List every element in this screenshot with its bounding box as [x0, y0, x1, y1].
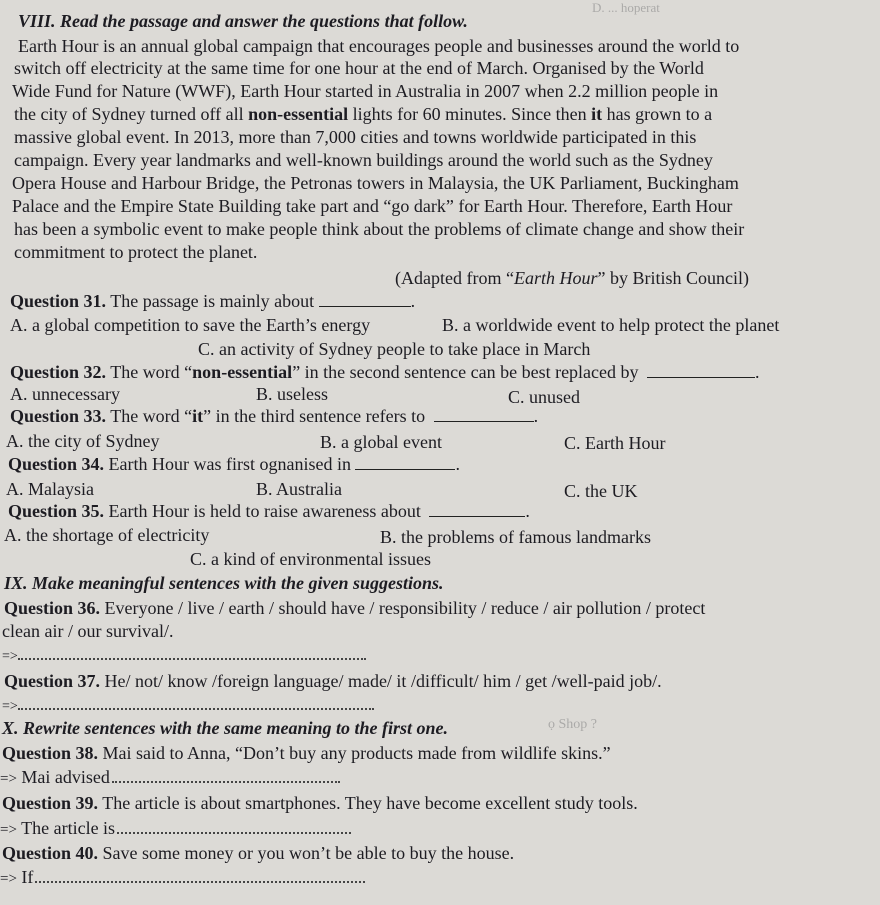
q40-arrow: =>: [0, 871, 17, 887]
passage-line-7: Opera House and Harbour Bridge, the Petronas towers in Malaysia, the UK Parliament, Buckingham: [12, 173, 739, 193]
q36-line-2: clean air / our survival/.: [2, 621, 174, 641]
q33-option-c[interactable]: C. Earth Hour: [564, 433, 666, 453]
q33-word: it: [192, 406, 204, 426]
q37-arrow: =>: [2, 699, 18, 714]
q31-text: The passage is mainly about: [110, 291, 315, 311]
question-31: [10, 290, 415, 312]
q40-text: Save some money or you won’t be able to buy the house.: [102, 843, 515, 863]
q38-answer-line[interactable]: [0, 766, 340, 790]
q34-period: .: [455, 454, 460, 474]
q34-answer-blank[interactable]: [355, 469, 455, 470]
question-35: [8, 500, 530, 522]
q34-option-c[interactable]: C. the UK: [564, 481, 638, 501]
section-9-heading: IX. Make meaningful sentences with the given suggestions.: [4, 573, 444, 593]
passage-line-9: has been a symbolic event to make people think about the problems of climate change and show their: [14, 219, 745, 239]
corner-text: D. ... hoperat: [592, 0, 660, 15]
q39-answer-prompt: The article is: [21, 818, 116, 838]
q37-label: Question 37.: [4, 671, 101, 691]
q40-answer-line[interactable]: [0, 866, 365, 890]
section-8-heading-text: VIII. Read the passage and answer the questions that follow.: [18, 11, 468, 31]
q32-option-b[interactable]: B. useless: [256, 384, 328, 404]
question-36: [4, 597, 705, 619]
question-33: [10, 405, 538, 427]
passage-line-4-part-1: the city of Sydney turned off all: [14, 104, 244, 124]
q34-label: Question 34.: [8, 454, 105, 474]
passage-line-8: Palace and the Empire State Building take part and “go dark” for Earth Hour. Therefore, Earth Hour: [12, 196, 733, 216]
q31-period: .: [410, 291, 416, 311]
source-prefix: (Adapted from “: [395, 268, 514, 288]
faded-background-text: ọ Shop ?: [548, 717, 597, 732]
question-38: [2, 742, 611, 764]
q33-option-a[interactable]: A. the city of Sydney: [6, 431, 160, 451]
q32-period: .: [755, 362, 760, 382]
q36-label: Question 36.: [4, 598, 101, 618]
q33-option-b[interactable]: B. a global event: [320, 432, 442, 452]
q36-answer-dots[interactable]: [18, 658, 366, 660]
q36-line-1: Everyone / live / earth / should have / responsibility / reduce / air pollution / protect: [104, 598, 706, 618]
q35-text: Earth Hour is held to raise awareness about: [108, 501, 421, 521]
q32-answer-blank[interactable]: [647, 377, 755, 378]
q38-arrow: =>: [0, 771, 17, 787]
q39-answer-line[interactable]: [0, 817, 351, 841]
q39-arrow: =>: [0, 822, 17, 838]
source-title: Earth Hour: [513, 268, 598, 288]
q40-answer-prompt: If: [21, 867, 34, 887]
q36-answer-line[interactable]: [2, 643, 366, 668]
q38-answer-dots[interactable]: [112, 781, 340, 783]
q31-answer-blank[interactable]: [319, 306, 411, 307]
q38-answer-prompt: Mai advised: [21, 767, 110, 787]
q38-label: Question 38.: [2, 743, 99, 763]
q35-option-b[interactable]: B. the problems of famous landmarks: [380, 527, 651, 547]
q31-option-a[interactable]: A. a global competition to save the Earth’s energy: [10, 315, 371, 335]
passage-word-non-essential: non-essential: [248, 104, 349, 124]
passage-line-5: massive global event. In 2013, more than 7,000 cities and towns worldwide participated in this: [14, 127, 697, 147]
q33-text-pre: The word “: [110, 406, 193, 426]
q33-label: Question 33.: [10, 406, 107, 426]
section-10-heading: X. Rewrite sentences with the same meaning to the first one.: [2, 718, 449, 738]
q31-label: Question 31.: [10, 291, 107, 311]
source-suffix: ” by British Council): [597, 268, 749, 288]
q32-option-a[interactable]: A. unnecessary: [10, 384, 120, 404]
passage-source: [395, 267, 749, 289]
q40-answer-dots[interactable]: [35, 881, 365, 883]
question-37: [4, 670, 662, 692]
q31-option-c[interactable]: C. an activity of Sydney people to take place in March: [198, 339, 591, 359]
q39-answer-dots[interactable]: [117, 832, 351, 834]
passage-line-4-part-3: has grown to a: [606, 104, 713, 124]
section-8-heading: [18, 10, 468, 32]
passage-line-4: [14, 103, 712, 125]
question-32: [10, 361, 760, 383]
q40-label: Question 40.: [2, 843, 99, 863]
q32-word: non-essential: [192, 362, 293, 382]
q39-text: The article is about smartphones. They have become excellent study tools.: [102, 793, 638, 813]
q33-period: .: [533, 406, 539, 426]
passage-line-4-part-2: lights for 60 minutes. Since then: [352, 104, 587, 124]
q35-answer-blank[interactable]: [429, 516, 525, 517]
q38-text: Mai said to Anna, “Don’t buy any products made from wildlife skins.”: [102, 743, 611, 763]
q33-text-post: ” in the third sentence refers to: [203, 406, 426, 426]
q34-option-a[interactable]: A. Malaysia: [6, 479, 94, 499]
question-40: [2, 842, 514, 864]
q37-text: He/ not/ know /foreign language/ made/ it /difficult/ him / get /well-paid job/.: [104, 671, 662, 691]
passage-line-10: commitment to protect the planet.: [14, 242, 258, 262]
q36-arrow: =>: [2, 649, 18, 664]
passage-line-3: Wide Fund for Nature (WWF), Earth Hour started in Australia in 2007 when 2.2 million people in: [12, 81, 719, 101]
q37-answer-dots[interactable]: [18, 708, 374, 710]
q35-option-a[interactable]: A. the shortage of electricity: [4, 525, 210, 545]
q35-option-c[interactable]: C. a kind of environmental issues: [190, 549, 431, 569]
passage-line-1: Earth Hour is an annual global campaign that encourages people and businesses around the world to: [18, 36, 740, 56]
q35-label: Question 35.: [8, 501, 105, 521]
q37-answer-line[interactable]: [2, 693, 374, 718]
q31-option-b[interactable]: B. a worldwide event to help protect the planet: [442, 315, 780, 335]
passage-line-6: campaign. Every year landmarks and well-known buildings around the world such as the Sydney: [14, 150, 713, 170]
q32-text-post: ” in the second sentence can be best replaced by: [292, 362, 639, 382]
passage-line-2: switch off electricity at the same time for one hour at the end of March. Organised by the World: [14, 58, 704, 78]
q33-answer-blank[interactable]: [434, 421, 534, 422]
q32-label: Question 32.: [10, 362, 107, 382]
passage-word-it: it: [591, 104, 603, 124]
q39-label: Question 39.: [2, 793, 99, 813]
q32-text-pre: The word “: [110, 362, 193, 382]
question-39: [2, 792, 638, 814]
q34-text: Earth Hour was first ognanised in: [108, 454, 351, 474]
q35-period: .: [525, 501, 530, 521]
q32-option-c[interactable]: C. unused: [508, 387, 580, 407]
q34-option-b[interactable]: B. Australia: [256, 479, 342, 499]
question-34: [8, 453, 460, 475]
